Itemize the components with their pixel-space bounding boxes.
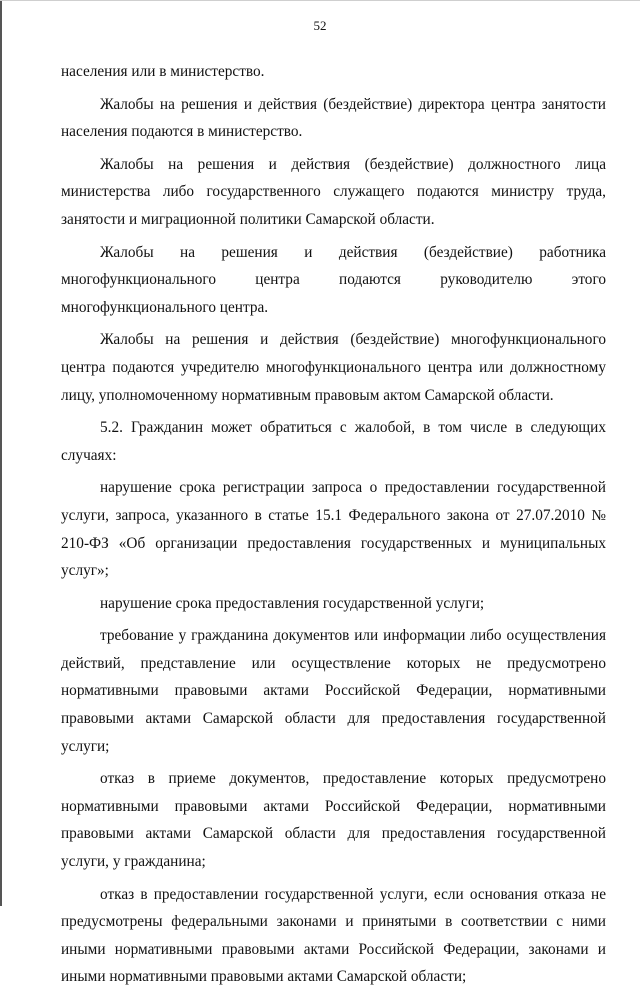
paragraph-9: требование у гражданина документов или информации либо осуществления действий, представление или осуществление которых не предусмотрено нормативными правовыми актами Российской Федерации, нормативными правовыми актами Самарской области для предоставления государственной услуги; xyxy=(61,627,606,755)
paragraph-5: Жалобы на решения и действия (бездействие) многофункционального центра подаются учредителю многофункционального центра или должностному лицу, уполномоченному нормативным правовым актом Самарской области. xyxy=(61,331,606,404)
paragraph-1: населения или в министерство. xyxy=(61,63,265,80)
paragraph-7: нарушение срока регистрации запроса о предоставлении государственной услуги, запроса, указанного в статье 15.1 Федерального закона от 27.07.2010 № 210-ФЗ «Об организации предоставления государственных и муниципальных услуг»; xyxy=(61,479,606,580)
paragraph-4: Жалобы на решения и действия (бездействие) работника многофункционального центра подаются руководителю этого многофункционального центра. xyxy=(61,243,606,316)
paragraph-11: отказ в предоставлении государственной услуги, если основания отказа не предусмотрены федеральными законами и принятыми в соответствии с ними иными нормативными правовыми актами Российской Федерации, законами и иными нормативными правовыми актами Самарской области; xyxy=(61,885,606,986)
scan-edge-top xyxy=(0,0,640,1)
document-body xyxy=(61,58,606,991)
paragraph-8: нарушение срока предоставления государственной услуги; xyxy=(100,594,485,612)
paragraph-3: Жалобы на решения и действия (бездействие) должностного лица министерства либо государственного служащего подаются министру труда, занятости и миграционной политики Самарской области. xyxy=(61,155,606,228)
scan-edge-left xyxy=(0,0,2,906)
paragraph-6: 5.2. Гражданин может обратиться с жалобой, в том числе в следующих случаях: xyxy=(61,419,606,464)
paragraph-10: отказ в приеме документов, предоставление которых предусмотрено нормативными правовыми актами Российской Федерации, нормативными правовыми актами Самарской области для предоставления государственной услуги, у гражданина; xyxy=(61,770,606,871)
page-number: 52 xyxy=(313,18,327,33)
paragraph-2: Жалобы на решения и действия (бездействие) директора центра занятости населения подаются в министерство. xyxy=(61,95,606,141)
